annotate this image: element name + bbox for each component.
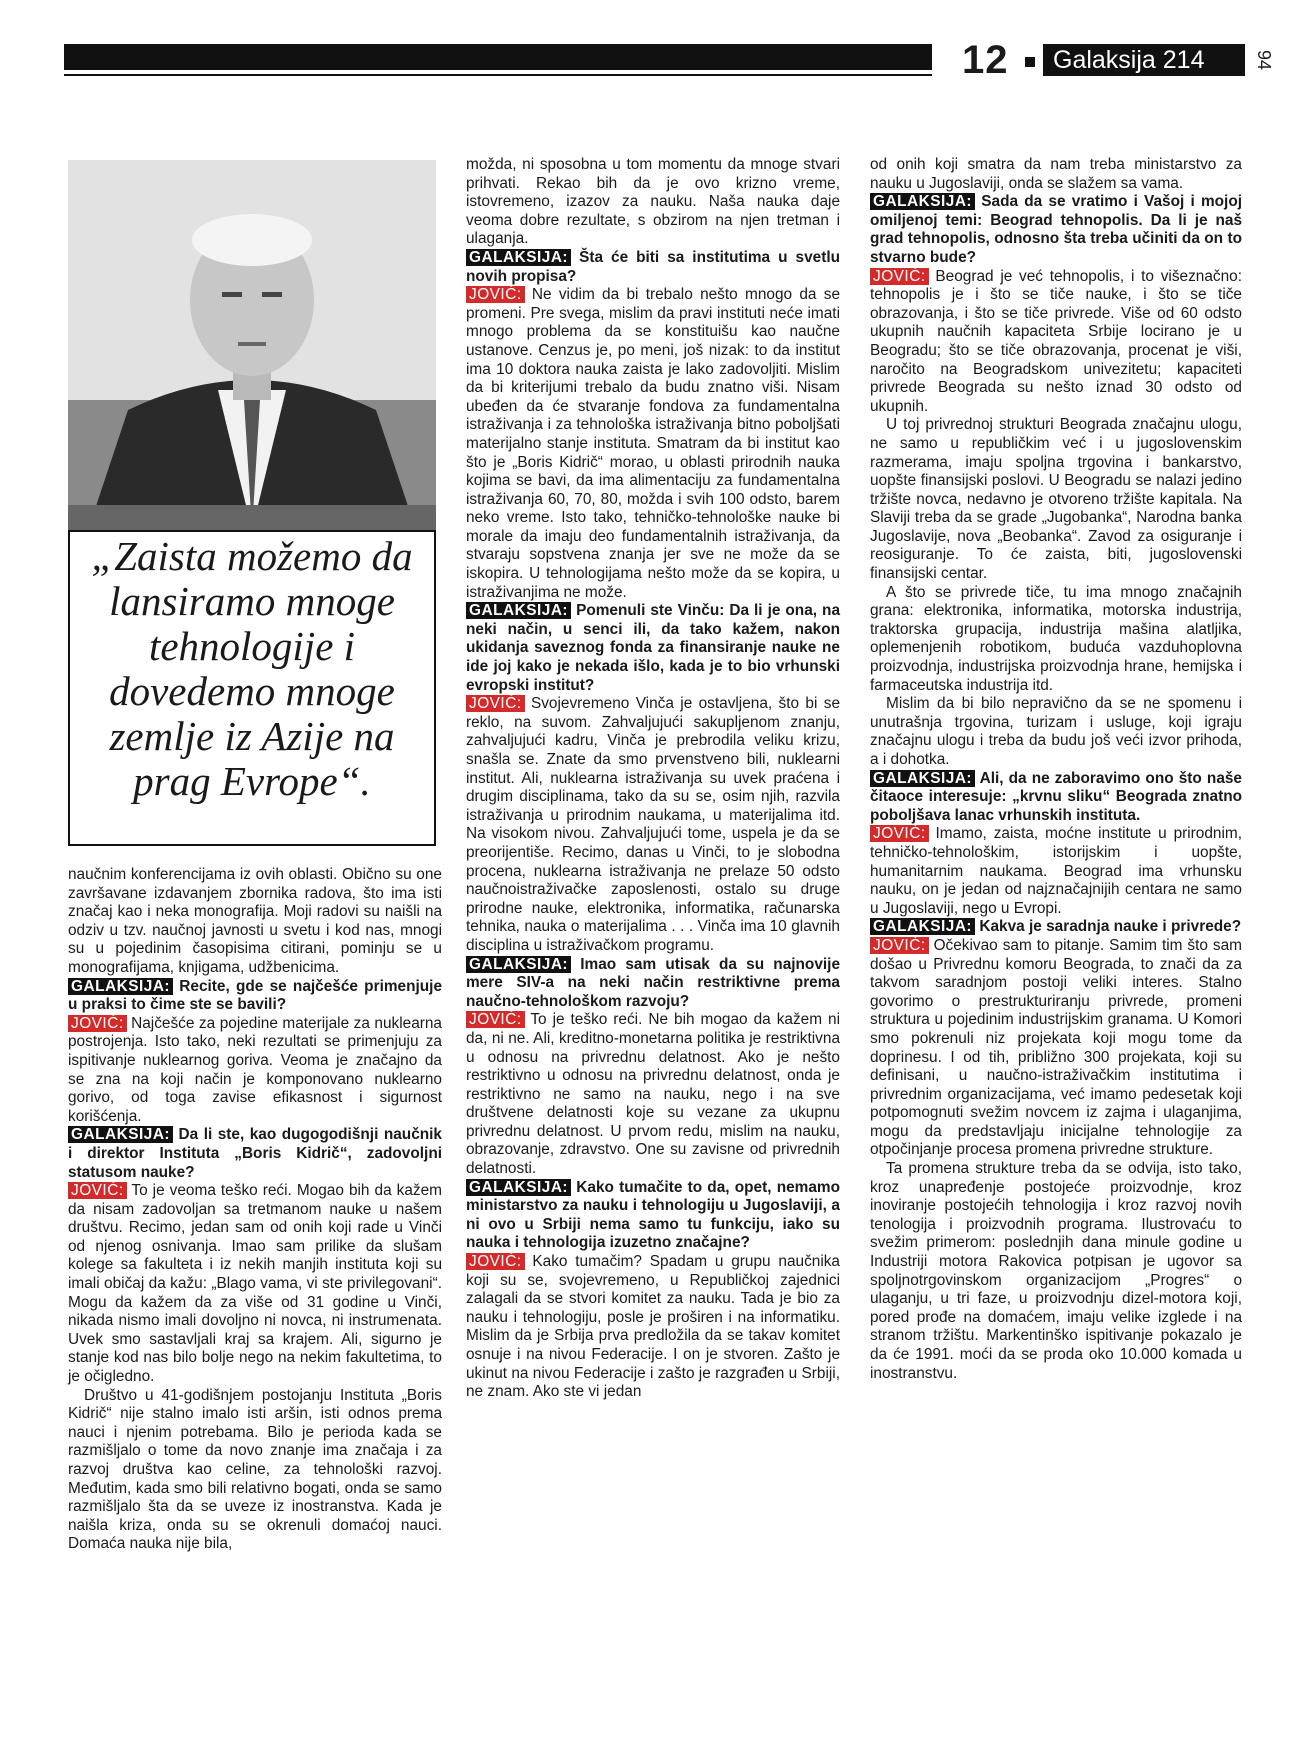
- answer-text: Svojevremeno Vinča je ostavljena, što bi se reklo, na suvom. Zahvaljujući sakupljenom znanju, zahvaljujući kadru, Vinča je prebrodila veliku krizu, snašla se. Znate da smo prvenstveno bili, nuklearni institut. Ali, nuklearna istraživanja su uvek praćena i drugim disciplinama, tako da su se, osim njih, razvila istraživanja u prirodnim naukama, u materijalima itd. Na visokom nivou. Zahvaljujući tome, uspela je da se preorijentiše. Recimo, danas u Vinči, to je slobodna procena, nuklearna istraživanja ne prelaze 50 odsto naučnoistraživačke zaposlenosti, ostalo su druge prirodne nauke, elektronika, informatika, računarska tehnika, nauka o materijalima . . . Vinča ima 10 glavnih disciplina u istraživačkom programu.: [466, 695, 841, 954]
- question: [870, 193, 1242, 267]
- answer-text: Beograd je već tehnopolis, i to višeznačno: tehnopolis je i što se tiče nauke, i što se tiče obrazovanja, i što se tiče privrede. Više od 60 odsto ukupnih naučnih kapaciteta Srbije locirano je u Beogradu; što se tiče obrazovanja, procenat je viši, naročito na Beogradskom univezitetu; kapaciteti privrede Beograda su nešto iznad 30 odsto od ukupnih.: [870, 267, 1243, 415]
- answer: [466, 695, 840, 955]
- answer: [466, 286, 840, 602]
- paragraph: možda, ni sposobna u tom momentu da mnoge stvari prihvati. Rekao bih da je ovo krizno vreme, istovremeno, izazov za nauku. Naša nauka daje veoma dobre rezultate, s obzirom na njen tretman i ulaganja.: [466, 156, 840, 248]
- page-number: 12: [962, 38, 1009, 82]
- question-text: Kakva je saradnja nauke i privrede?: [979, 918, 1242, 936]
- portrait-photo: [68, 160, 436, 530]
- paragraph: Mislim da bi bilo nepravično da se ne spomenu i unutrašnja trgovina, turizam i usluge, koji igraju značajnu ulogu i treba da budu još veći izvor prihoda, a i dohotka.: [870, 695, 1242, 768]
- paragraph: A što se privrede tiče, tu ima mnogo značajnih grana: elektronika, informatika, motorska industrija, traktorska grupacija, industrija mašina alatljika, oplemenjenih robotikom, buduća vazduhoplovna proizvodnja, industrijska proizvodnja hrane, hemijska i farmaceutska industrija itd.: [870, 583, 1242, 694]
- jovic-tag: JOVIĆ:: [870, 825, 929, 842]
- jovic-tag: JOVIĆ:: [68, 1015, 127, 1032]
- question-text: Sada da se vratimo i Vašoj i mojoj omiljenoj temi: Beograd tehnopolis. Da li je naš grad tehnopolis, odnosno šta treba učiniti da on to stvarno bude?: [870, 193, 1242, 266]
- paragraph: Ta promena strukture treba da se odvija, isto tako, kroz unapređenje postojeće proizvodnje, kroz inoviranje postojećih tehnologija i kroz razvoj novih tenologija i proizvodnih programa. Ilustrovaću to svežim primerom: poslednjih dana minule godine u Industriji motora Rakovica potpisan je ugovor sa spoljnotrgovinskom organizacijom „Progres“ o ulaganju, u tri faze, u proizvodnju dizel-motora koji, pored prođe na domaćem, imaju velike izglede i na stranom tržištu. Markentinško ispitivanje pokazalo je da će 1991. moći da se proda oko 10.000 komada u inostranstvu.: [870, 1160, 1242, 1382]
- paragraph: od onih koji smatra da nam treba ministarstvo za nauku u Jugoslaviji, onda se slažem sa vama.: [870, 156, 1242, 192]
- jovic-tag: JOVIĆ:: [466, 695, 525, 712]
- answer: [870, 825, 1242, 918]
- answer: [466, 1011, 840, 1178]
- jovic-tag: JOVIĆ:: [68, 1182, 127, 1199]
- question-text: Pomenuli ste Vinču: Da li je ona, na neki način, u senci ili, da tako kažem, nakon ukidanja saveznog fonda za finansiranje nauke ne ide joj kako je nekada išlo, kada je to bio vrhunski evropski institut?: [466, 602, 841, 694]
- galaksija-tag: GALAKSIJA:: [870, 770, 975, 787]
- answer-text: Kako tumačim? Spadam u grupu naučnika koji su se, svojevremeno, u Republičkoj zajednici zalagali da se stvori komitet za nauku. Tada je bio za nauku i tehnologiju, posle je proširen i na informatiku. Mislim da je Srbija prva predložila da se takav komitet osnuje i na nivou Federacije. I on je stvoren. Zašto je ukinut na nivou Federacije i zašto je razgrađen u Srbiji, ne znam. Ako ste vi jedan: [466, 1253, 840, 1401]
- galaksija-tag: GALAKSIJA:: [466, 602, 571, 619]
- question-text: Ali, da ne zaboravimo ono što naše čitaoce interesuje: „krvnu sliku“ Beograda znatno poboljšava lanac vrhunskih instituta.: [870, 769, 1242, 824]
- answer-text: Imamo, zaista, moćne institute u prirodnim, tehničko-tehnološkim, istorijskim i uopšte, humanitarnim naukama. Beograd ima vrhunsku nauku, on je jedan od najznačajnijih centara ne samo u Jugoslaviji, nego u Evropi.: [870, 825, 1242, 917]
- paragraph: Društvo u 41-godišnjem postojanju Instituta „Boris Kidrič“ nije stalno imalo isti aršin, isti odnos prema nauci i njenim potrebama. Bilo je perioda kada se razmišljalo o tome da novo znanje ima značaja i za razvoj društva kao celine, za tehnološki razvoj. Međutim, kada smo bili relativno bogati, onda se samo razmišljalo šta da se uveze iz inostranstva. Kada je naišla kriza, onda su se okrenuli domaćoj nauci. Domaća nauka nije bila,: [68, 1386, 442, 1553]
- answer-text: To je teško reći. Ne bih mogao da kažem ni da, ni ne. Ali, kreditno-monetarna politika je restriktivna u odnosu na privrednu delatnost. Ako je nešto restriktivno u odnosu na privrednu delatnost, onda je restriktivno ne samo na nauku, nego i na sve društvene delatnosti koje su vezane za ukupnu privrednu delatnost. U prvom redu, mislim na nauku, obrazovanje, zdravstvo. One su zavisne od privrednih delatnosti.: [466, 1011, 841, 1178]
- paragraph: naučnim konferencijama iz ovih oblasti. Obično su one završavane izdavanjem zbornika radova, što ima isti značaj kao i neka monografija. Moji radovi su naišli na odziv u tzv. naučnoj javnosti u svetu i kod nas, mnogi su u pojedinim časopisima citirani, pominju se u monografijama, knjigama, udžbenicima.: [68, 866, 442, 976]
- jovic-tag: JOVIĆ:: [466, 1253, 525, 1270]
- question-text: Kako tumačite to da, opet, nemamo ministarstvo za nauku i tehnologiju u Jugoslaviji, a ni ovo u Srbiji nema samo tu funkciju, iako su nauka i tehnologija izuzetno značajne?: [466, 1178, 840, 1252]
- paragraph: U toj privrednoj strukturi Beograda značajnu ulogu, ne samo u republičkim već i u jugoslovenskim razmerama, imaju spoljna trgovina i bankarstvo, uopšte finansijski poslovi. U Beogradu se nalazi jedino tržište novca, nedavno je otvoreno tržište kapitala. Na Slaviji treba da se grade „Jugobanka“, Narodna banka Jugoslavije, nova „Beobanka“. Zavod za osiguranje i reosiguranje. To će zaista, biti, jugoslovenski finansijski centar.: [870, 416, 1242, 583]
- galaksija-tag: GALAKSIJA:: [466, 249, 571, 266]
- galaksija-tag: GALAKSIJA:: [466, 956, 571, 973]
- jovic-tag: JOVIĆ:: [466, 1011, 525, 1028]
- galaksija-tag: GALAKSIJA:: [68, 978, 173, 995]
- answer: [870, 937, 1242, 1160]
- question-text: Imao sam utisak da su najnovije mere SIV-a na neki način restriktivne prema naučno-tehnološkom razvoju?: [466, 955, 840, 1010]
- answer: [466, 1253, 840, 1402]
- pull-quote: „Zaista možemo da lansiramo mnoge tehnologije i dovedemo mnoge zemlje iz Azije na prag Evrope“.: [68, 530, 436, 846]
- question-text: Da li ste, kao dugogodišnji naučnik i direktor Instituta „Boris Kidrič“, zadovoljni statusom nauke?: [68, 1126, 442, 1181]
- question: [870, 770, 1242, 826]
- answer-text: To je veoma teško reći. Mogao bih da kažem da nisam zadovoljan sa tretmanom nauke u našem društvu. Recimo, jedan sam od onih koji rade u Vinči od njenog osnivanja. Imao sam prilike da slušam kolege sa fakulteta i iz nekih manjih instituta koji su imali običaj da kažu: „Blago vama, vi ste privilegovani“. Mogu da kažem da za više od 31 godine u Vinči, nikada nismo imali dovoljno ni novca, ni instrumenata. Uvek smo sastavljali kraj sa krajem. Ali, sigurno je stanje kod nas bilo bolje nego na nekim fakultetima, to je očigledno.: [68, 1182, 443, 1386]
- question: [68, 1126, 442, 1182]
- galaksija-tag: GALAKSIJA:: [870, 918, 975, 935]
- question-text: Recite, gde se najčešće primenjuje u praksi to čime ste se bavili?: [68, 977, 442, 1014]
- header-rule: [64, 74, 932, 76]
- jovic-tag: JOVIĆ:: [466, 286, 525, 303]
- question: [466, 956, 840, 1012]
- answer-text: Najčešće za pojedine materijale za nuklearna postrojenja. Isto tako, neki rezultati se primenjuju za ispitivanje nuklearnog goriva. Veoma je značajno da se zna na koji način je komponovano nuklearno gorivo, od toga zavise efikasnost i sigurnost korišćenja.: [68, 1014, 442, 1125]
- portrait-illustration: [68, 160, 436, 530]
- answer: [68, 1182, 442, 1387]
- answer-text: Očekivao sam to pitanje. Samim tim što sam došao u Privrednu komoru Beograda, to znači da za takvom saradnjom postoji veliki interes. Stalno govorimo o prestrukturiranju privrede, promeni struktura u pojedinim industrijskim granama. U Komori smo pokrenuli niz projekata koji mogu tome da doprinesu. I od tih, približno 300 projekata, koji su definisani, u naučno-istraživačkim institutima i privrednim organizacijama, već imamo pedesetak koji potpomognuti svežim novcem iz zajma i ulaganjima, mogu da predstavljaju inicijalne tehnologije za otpočinjanje procesa promena privredne strukture.: [870, 936, 1242, 1159]
- jovic-tag: JOVIĆ:: [870, 268, 929, 285]
- header-bar: [64, 44, 932, 70]
- year-mark: 94: [1254, 50, 1274, 71]
- question: [466, 602, 840, 695]
- galaksija-tag: GALAKSIJA:: [870, 193, 975, 210]
- question-text: Šta će biti sa institutima u svetlu novih propisa?: [466, 248, 840, 285]
- question: [466, 1179, 840, 1253]
- answer: [68, 1015, 442, 1127]
- column-2: [466, 156, 840, 1402]
- question: [870, 918, 1242, 937]
- magazine-title: Galaksija 214: [1043, 44, 1245, 76]
- galaksija-tag: GALAKSIJA:: [68, 1126, 173, 1143]
- answer-text: Ne vidim da bi trebalo nešto mnogo da se promeni. Pre svega, mislim da pravi instituti neće imati mnogo problema da se konstituišu kao naučne ustanove. Cenzus je, po meni, još nizak: to da institut ima 10 doktora nauka zaista je lako zadovoljiti. Mislim da bi kriterijumi trebalo da budu znatno viši. Nisam ubeđen da će stvaranje fondova za fundamentalna istraživanja i za tehnološka istraživanja bitno poboljšati materijalno stanje instituta. Smatram da bi institut kao što je „Boris Kidrič“ morao, u oblasti prirodnih nauka kojima se bavi, da ima alimentaciju za fundamentalna istraživanja 60, 70, 80, možda i svih 100 odsto, barem neko vreme. Isto tako, tehničko-tehnološke nauke bi morale da imaju deo fundamentalnih istraživanja, da stvaraju sopstvena znanja jer sve ne može da se iskopira. U tehnologijama nešto može da se kopira, u istraživanjima ne može.: [466, 286, 840, 601]
- question: [68, 978, 442, 1015]
- column-1: [68, 866, 442, 1554]
- jovic-tag: JOVIĆ:: [870, 937, 929, 954]
- header-bullet-icon: [1025, 57, 1035, 67]
- question: [466, 249, 840, 286]
- column-3: [870, 156, 1242, 1383]
- answer: [870, 268, 1242, 417]
- galaksija-tag: GALAKSIJA:: [466, 1179, 571, 1196]
